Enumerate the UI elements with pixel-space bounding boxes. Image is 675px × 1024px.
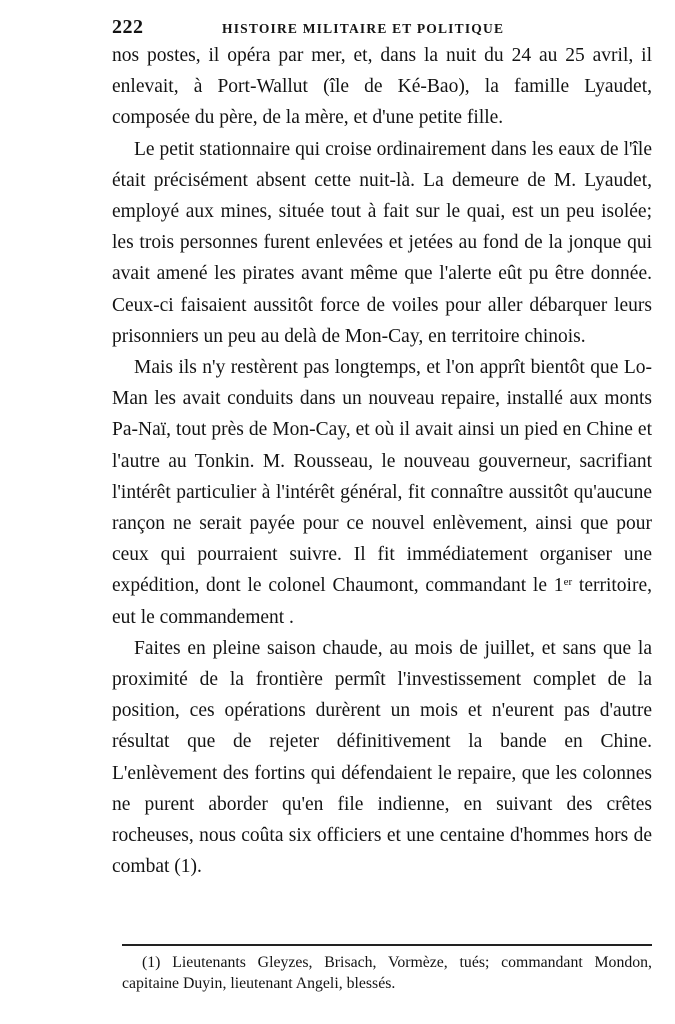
paragraph-3	[112, 352, 652, 633]
paragraph-4: Faites en pleine saison chaude, au mois de juillet, et sans que la proximité de la frontière permît l'investissement complet de la position, ces opérations durèrent un mois et n'eurent pas d'autre résultat que de rejeter définitivement la bande en Chine. L'enlèvement des fortins qui défendaient le repaire, que les colonnes ne purent aborder qu'en file indienne, en suivant des crêtes rocheuses, nous coûta six officiers et une centaine d'hommes hors de combat (1).	[112, 637, 652, 878]
footnote	[122, 952, 652, 994]
body-text	[112, 40, 652, 882]
paragraph-2: Le petit stationnaire qui croise ordinairement dans les eaux de l'île était précisément absent cette nuit-là. La demeure de M. Lyaudet, employé aux mines, située tout à fait sur le quai, est un peu isolée; les trois personnes furent enlevées et jetées au fond de la jonque qui avait amené les pirates avant même que l'alerte eût pu être donnée. Ceux-ci faisaient aussitôt force de voiles pour aller débarquer leurs prisonniers un peu au delà de Mon-Cay, en territoire chinois.	[112, 138, 652, 347]
page-number: 222	[112, 16, 144, 38]
footnote-divider	[122, 944, 652, 946]
running-title: HISTOIRE MILITAIRE ET POLITIQUE	[222, 21, 505, 36]
footnote-text: (1) Lieutenants Gleyzes, Brisach, Vormèze, tués; commandant Mondon, capitaine Duyin, lieutenant Angeli, blessés.	[122, 954, 652, 992]
paragraph-1: nos postes, il opéra par mer, et, dans la nuit du 24 au 25 avril, il enlevait, à Port-Wallut (île de Ké-Bao), la famille Lyaudet, composée du père, de la mère, et d'une petite fille.	[112, 45, 652, 129]
ordinal-superscript: er	[563, 576, 573, 589]
paragraph-3-text-continued: territoire, eut le commandement .	[112, 575, 652, 628]
paragraph-3-text: Mais ils n'y restèrent pas longtemps, et l'on apprît bientôt que Lo-Man les avait conduits dans un nouveau repaire, installé aux monts Pa-Naï, tout près de Mon-Cay, et où il avait ainsi un pied en Chine et l'autre au Tonkin. M. Rousseau, le nouveau gouverneur, sacrifiant l'intérêt particulier à l'intérêt général, fit connaître aussitôt qu'aucune rançon ne serait payée pour ce nouvel enlèvement, ainsi que pour ceux qui pourraient suivre. Il fit immédiatement organiser une expédition, dont le colonel Chaumont, commandant le 1	[112, 357, 652, 597]
